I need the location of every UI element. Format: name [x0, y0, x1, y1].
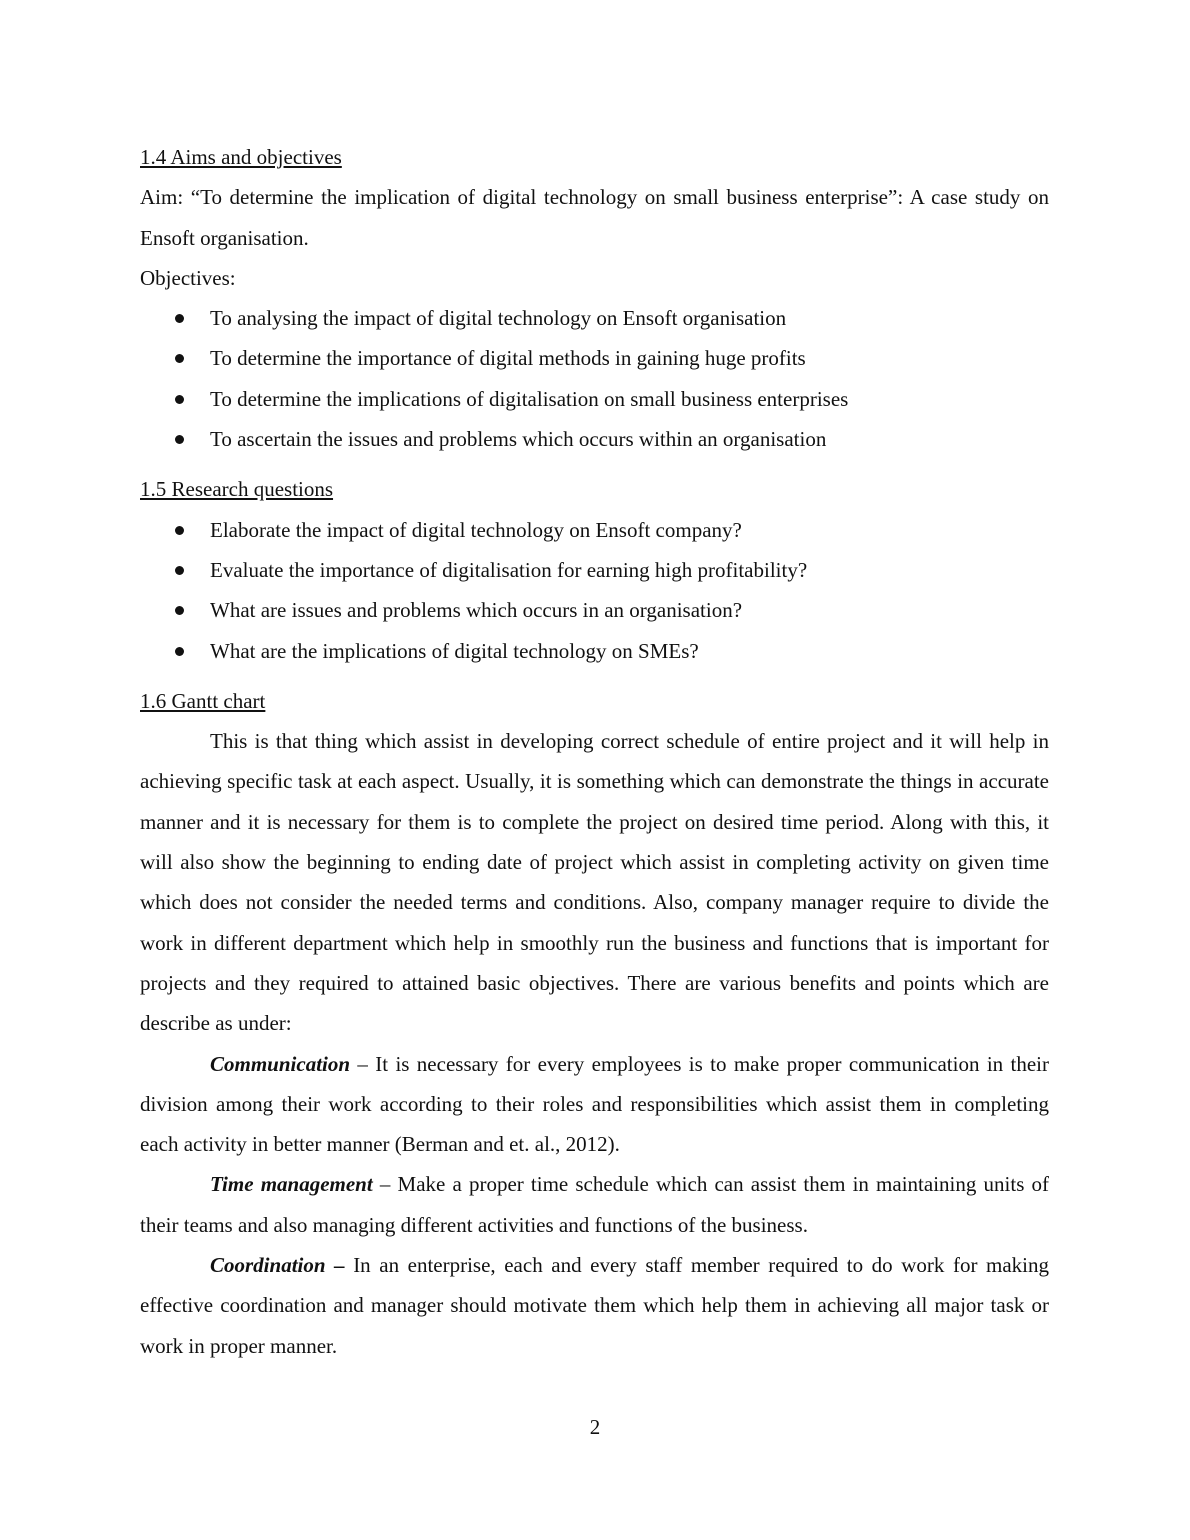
objectives-label: Objectives:	[140, 265, 236, 290]
list-item	[140, 550, 1049, 590]
point-text: In an enterprise, each and every staff member required to do work for making effective coordination and manager should motivate them which help them in achieving all major task or work in proper manner.	[140, 1253, 1049, 1358]
bullet-icon	[175, 566, 184, 575]
objective-text: To analysing the impact of digital technology on Ensoft organisation	[210, 306, 787, 331]
point-term: Coordination –	[210, 1253, 345, 1278]
research-questions-list	[140, 510, 1049, 671]
point-paragraph-coordination	[140, 1245, 1049, 1366]
list-item	[140, 419, 1049, 459]
list-item	[140, 379, 1049, 419]
question-text: Evaluate the importance of digitalisation for earning high profitability?	[210, 557, 808, 582]
list-item	[140, 298, 1049, 338]
section-heading-research-questions: 1.5 Research questions	[140, 477, 334, 502]
point-separator: –	[350, 1051, 376, 1076]
question-text: What are the implications of digital technology on SMEs?	[210, 638, 699, 663]
list-item	[140, 590, 1049, 630]
point-paragraph-time-management	[140, 1164, 1049, 1245]
section-heading-gantt-chart: 1.6 Gantt chart	[140, 688, 266, 713]
point-term: Communication	[210, 1051, 351, 1076]
bullet-icon	[175, 647, 184, 656]
list-item	[140, 510, 1049, 550]
list-item	[140, 338, 1049, 378]
bullet-icon	[175, 395, 184, 404]
point-paragraph-communication	[140, 1044, 1049, 1165]
document-page	[140, 137, 1049, 1366]
objective-text: To determine the importance of digital methods in gaining huge profits	[210, 346, 806, 371]
question-text: What are issues and problems which occurs in an organisation?	[210, 598, 743, 623]
point-term: Time management	[210, 1172, 373, 1197]
bullet-icon	[175, 435, 184, 444]
page-number: 2	[589, 1415, 601, 1439]
point-text: Make a proper time schedule which can assist them in maintaining units of their teams and also managing different activities and functions of the business.	[140, 1172, 1050, 1237]
bullet-icon	[175, 354, 184, 363]
objective-text: To ascertain the issues and problems which occurs within an organisation	[210, 427, 827, 452]
question-text: Elaborate the impact of digital technology on Ensoft company?	[210, 517, 742, 542]
bullet-icon	[175, 314, 184, 323]
list-item	[140, 631, 1049, 671]
aim-paragraph: Aim: “To determine the implication of digital technology on small business enterprise”: A case study on Ensoft organisation.	[140, 185, 1049, 250]
point-separator: –	[372, 1172, 398, 1197]
point-text: It is necessary for every employees is to make proper communication in their division among their work according to their roles and responsibilities which assist them in completing each activity in better manner (Berman and et. al., 2012).	[140, 1051, 1049, 1157]
point-separator	[345, 1253, 354, 1277]
bullet-icon	[175, 526, 184, 535]
objective-text: To determine the implications of digitalisation on small business enterprises	[210, 386, 849, 411]
objectives-list	[140, 298, 1049, 459]
bullet-icon	[175, 606, 184, 615]
section-heading-aims: 1.4 Aims and objectives	[140, 145, 342, 169]
gantt-intro-paragraph: This is that thing which assist in developing correct schedule of entire project and it will help in achieving specific task at each aspect. Usually, it is something which can demonstrate the things in accurate manner and it is necessary for them is to complete the project on desired time period. Along with this, it will also show the beginning to ending date of project which assist in completing activity on given time which does not consider the needed terms and conditions. Also, company manager require to divide the work in different department which help in smoothly run the business and functions that is important for projects and they required to attained basic objectives. There are various benefits and points which are describe as under:	[140, 729, 1049, 1036]
